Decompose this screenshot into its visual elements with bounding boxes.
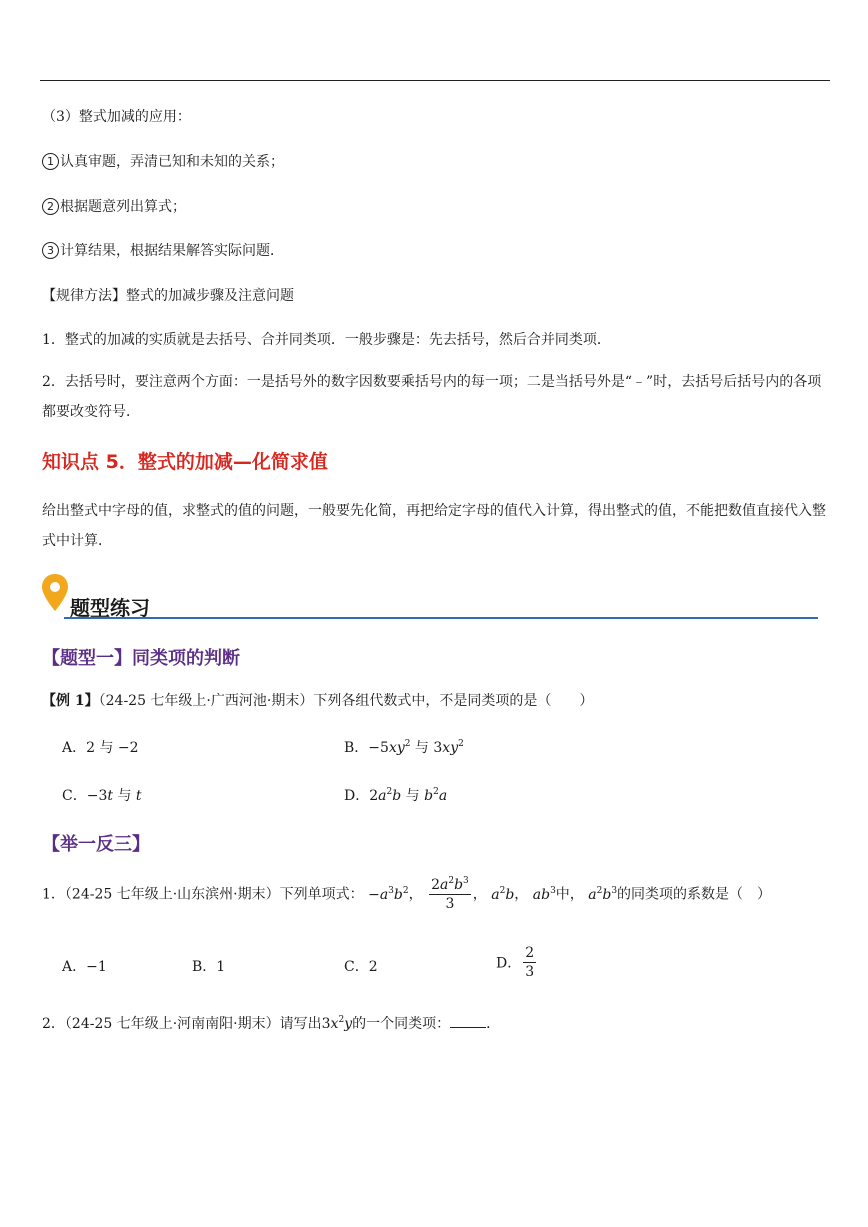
circled-number-2: 2 — [42, 198, 59, 215]
example-1 — [42, 690, 593, 710]
q1-option-c: C．2 — [344, 959, 378, 975]
location-pin-icon — [40, 573, 70, 613]
q1-option-a: A．−1 — [62, 959, 107, 975]
example-1-label: 【例 1】 — [42, 693, 99, 709]
circled-number-1: 1 — [42, 153, 59, 170]
circled-number-3: 3 — [42, 242, 59, 259]
app3-item-1: 1 认真审题，弄清已知和未知的关系； — [42, 151, 284, 171]
knowledge-point-5-title: 知识点 5．整式的加减—化简求值 — [42, 451, 328, 473]
ex1-option-d: D．$2a^2b$ 与 $b^2a$ — [344, 787, 448, 804]
knowledge-point-5-text: 给出整式中字母的值，求整式的值的问题，一般要先化简，再把给定字母的值代入计算，得出整式的值，不能把数值直接代入整式中计算． — [42, 503, 826, 549]
answer-blank[interactable] — [450, 1015, 486, 1028]
app3-item-3: 3 计算结果，根据结果解答实际问题． — [42, 240, 284, 260]
header-rule — [40, 80, 830, 81]
app3-item-2: 2 根据题意列出算式； — [42, 196, 186, 216]
section-rule — [64, 617, 818, 619]
app3-title: （3）整式加减的应用： — [42, 109, 191, 125]
question-2: 2．（24-25 七年级上·河南南阳·期末）请写出$3x^2y$的一个同类项： ． — [42, 1015, 501, 1032]
q1-option-b: B．1 — [192, 959, 226, 975]
example-1-text: （24-25 七年级上·广西河池·期末）下列各组代数式中，不是同类项的是（ ） — [98, 693, 594, 709]
method-item-1: 1．整式的加减的实质就是去括号、合并同类项．一般步骤是：先去括号，然后合并同类项． — [42, 332, 611, 348]
method-title: 【规律方法】整式的加减步骤及注意问题 — [42, 288, 294, 304]
question-1: 1．（24-25 七年级上·山东滨州·期末）下列单项式： $-a^3b^2$， $\frac{2a^2b^3}{3}$ ， $a^2b$， $ab^3$中， $a^2b^3$的同类项的系数是（ ） — [42, 876, 772, 912]
ex1-option-a: A．2 与 −2 — [62, 740, 139, 756]
q1-option-d: D． $\frac{2}{3}$ — [496, 945, 535, 980]
juyi-title: 【举一反三】 — [42, 834, 150, 855]
method-item-2: 2．去括号时，要注意两个方面：一是括号外的数字因数要乘括号内的每一项；二是当括号外是“﹣”时，去括号后括号内的各项都要改变符号． — [42, 374, 822, 420]
ex1-option-b: B．$-5xy^2$ 与 $3xy^2$ — [344, 739, 464, 756]
ex1-option-c: C．−3t 与 t — [62, 788, 142, 804]
section-title: 题型练习 — [70, 596, 150, 620]
q1-fraction: $\frac{2a^2b^3}{3}$ — [431, 876, 469, 912]
type1-title: 【题型一】同类项的判断 — [42, 648, 240, 669]
